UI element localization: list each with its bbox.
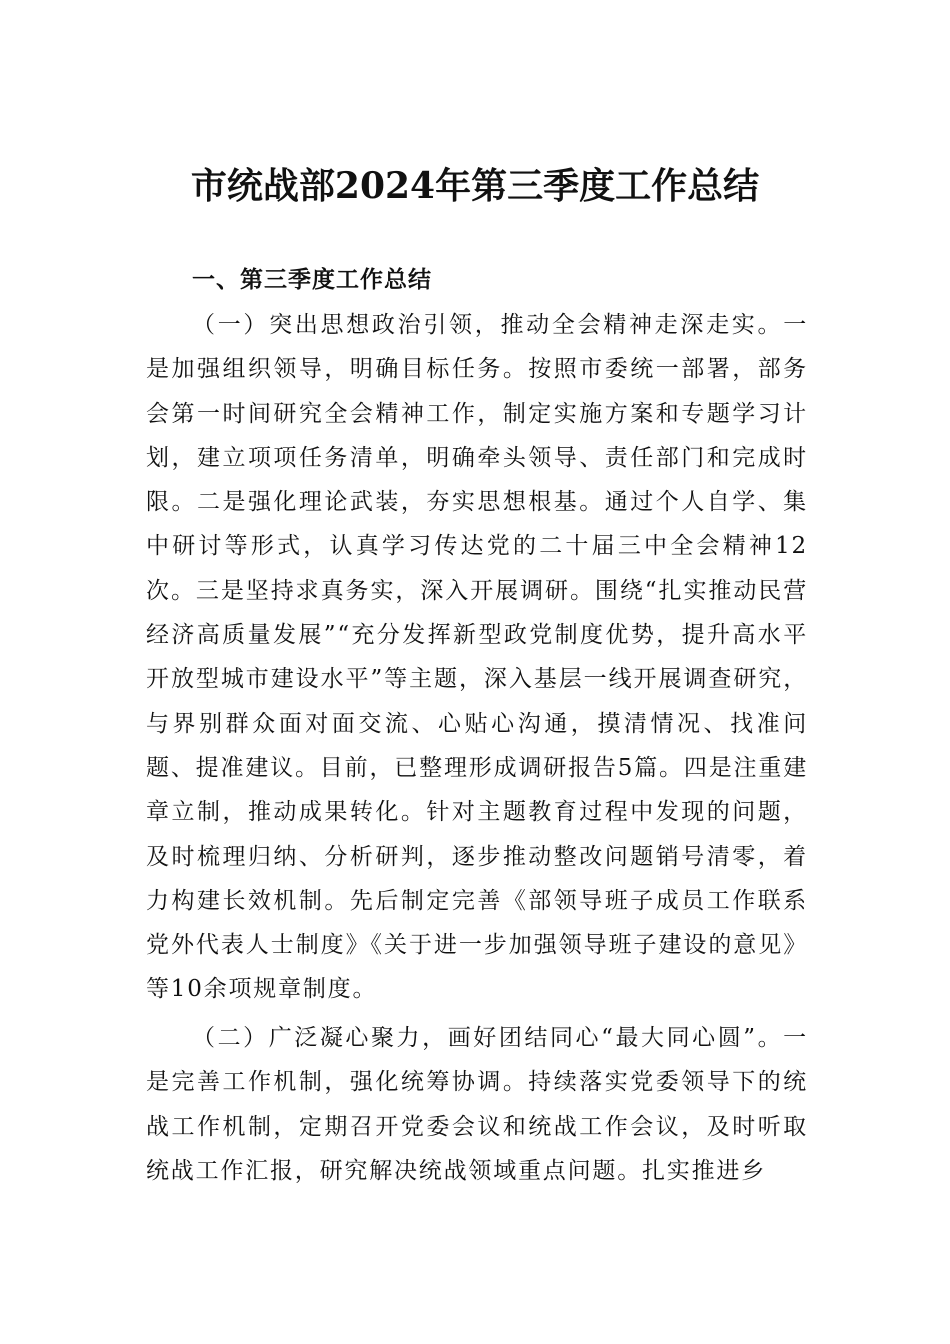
document-title: 市统战部2024年第三季度工作总结 <box>190 165 760 207</box>
paragraph-text: （一）突出思想政治引领，推动全会精神走深走实。一是加强组织领导，明确目标任务。按照市委统一部署，部务会第一时间研究全会精神工作，制定实施方案和专题学习计划，建立项项任务清单，明确牵头领导、责任部门和完成时限。二是强化理论武装，夯实思想根基。通过个人自学、集中研讨等形式，认真学习传达党的二十届三中全会精神12次。三是坚持求真务实，深入开展调研。围绕“扎实推动民营经济高质量发展”“充分发挥新型政党制度优势，提升高水平开放型城市建设水平”等主题，深入基层一线开展调查研究，与界别群众面对面交流、心贴心沟通，摸清情况、找准问题、提准建议。目前，已整理形成调研报告5篇。四是注重建章立制，推动成果转化。针对主题教育过程中发现的问题，及时梳理归纳、分析研判，逐步推动整改问题销号清零，着力构建长效机制。先后制定完善《部领导班子成员工作联系党外代表人士制度》《关于进一步加强领导班子建设的意见》等10余项规章制度。 <box>146 312 808 1003</box>
paragraph-text: （二）广泛凝心聚力，画好团结同心“最大同心圆”。一是完善工作机制，强化统筹协调。持续落实党委领导下的统战工作机制，定期召开党委会议和统战工作会议，及时听取统战工作汇报，研究解决统战领域重点问题。扎实推进乡 <box>146 1025 808 1184</box>
body-paragraph-2 <box>146 1016 808 1193</box>
body-paragraph-1 <box>146 303 808 1012</box>
section-heading: 一、第三季度工作总结 <box>192 267 432 293</box>
